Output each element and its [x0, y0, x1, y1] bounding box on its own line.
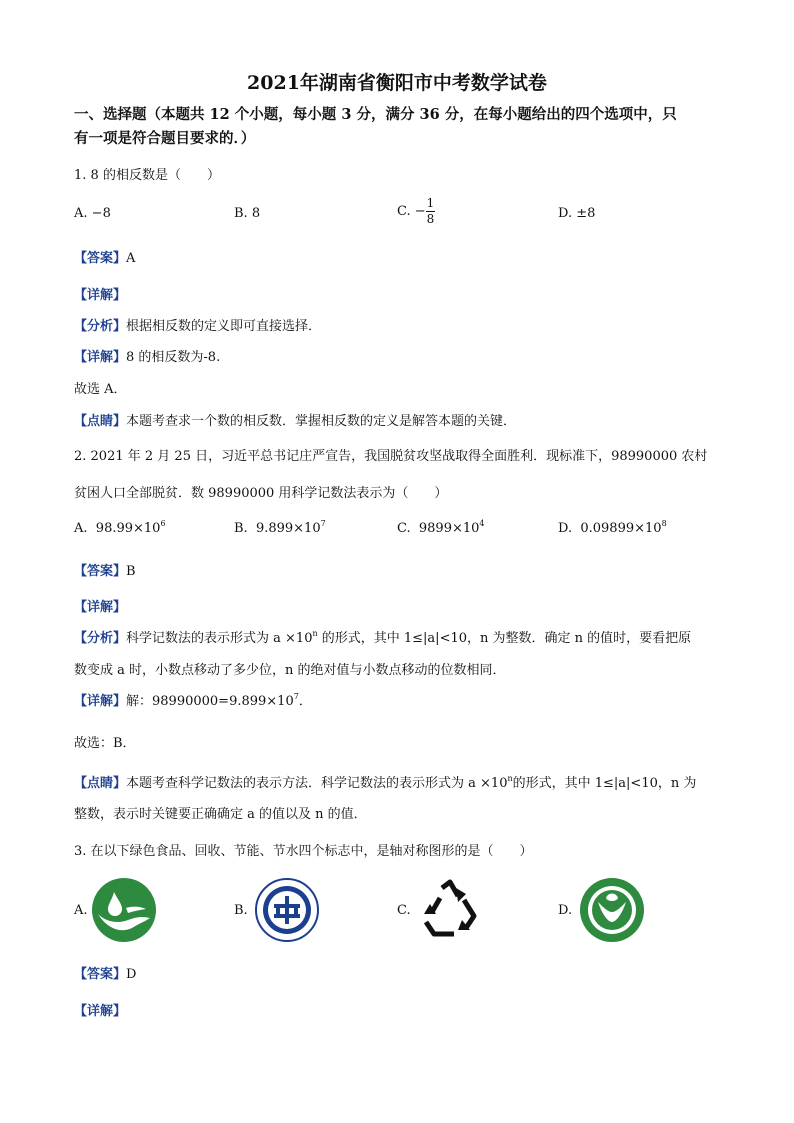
- q2-answer: 【答案】B: [74, 564, 136, 579]
- q3-option-a-label: A.: [74, 903, 88, 918]
- q3-answer: 【答案】D: [74, 967, 137, 982]
- q2-analysis-line-1: 【分析】科学记数法的表示形式为 $a \times 10^n$ 的形式，其中 1≤|a|<10，n 为整数．确定 n 的值时，要看把原: [74, 629, 692, 646]
- q1-detail: 【详解】8 的相反数为-8.: [74, 350, 221, 365]
- q1-detail-heading: 【详解】: [74, 288, 127, 303]
- q1-option-a: A. −8: [74, 206, 111, 221]
- question-2-stem-line-2: 贫困人口全部脱贫．数 98990000 用科学记数法表示为（ ）: [74, 486, 448, 501]
- green-food-logo-icon: [580, 878, 644, 942]
- section-heading-line-2: 有一项是符合题目要求的．）: [74, 130, 256, 147]
- recycle-logo-icon: [418, 878, 482, 942]
- water-drop-logo-icon: [92, 878, 156, 942]
- q2-analysis-line-2: 数变成 a 时，小数点移动了多少位，n 的绝对值与小数点移动的位数相同．: [74, 663, 506, 678]
- q2-comment-line-1: 【点睛】本题考查科学记数法的表示方法．科学记数法的表示形式为 $a \times 10^n$的形式，其中 1≤|a|<10，n 为: [74, 774, 697, 791]
- q3-option-c-label: C.: [397, 903, 411, 918]
- q2-comment-line-2: 整数，表示时关键要正确确定 a 的值以及 n 的值．: [74, 807, 367, 822]
- q2-detail: 【详解】解：$98990000=9.899\times 10^7$．: [74, 692, 312, 709]
- q1-analysis: 【分析】根据相反数的定义即可直接选择．: [74, 319, 322, 334]
- page-title: 2021年湖南省衡阳市中考数学试卷: [247, 72, 547, 94]
- q1-option-d: D. ±8: [558, 206, 596, 221]
- question-1-stem: 1. 8 的相反数是（ ）: [74, 168, 220, 183]
- section-heading-line-1: 一、选择题（本题共 12 个小题，每小题 3 分，满分 36 分，在每小题给出的四个选项中，只: [74, 106, 677, 123]
- energy-saving-logo-icon: [255, 878, 319, 942]
- q2-choose: 故选：B．: [74, 736, 136, 751]
- q1-option-c: C. − $\frac{1}{8}$: [397, 196, 435, 226]
- question-2-stem-line-1: 2. 2021 年 2 月 25 日，习近平总书记庄严宣告，我国脱贫攻坚战取得全面胜利．现标准下，98990000 农村: [74, 449, 708, 464]
- q2-option-b: B. $9.899\times 10^7$: [234, 519, 326, 536]
- q1-choose: 故选 A．: [74, 382, 127, 397]
- q2-option-d: D. $0.09899\times 10^8$: [558, 519, 667, 536]
- q2-option-c: C. $9899\times 10^4$: [397, 519, 485, 536]
- q3-option-d-label: D.: [558, 903, 573, 918]
- q3-option-b-label: B.: [234, 903, 248, 918]
- fraction: $\frac{1}{8}$: [426, 196, 435, 226]
- q1-option-b: B. 8: [234, 206, 261, 221]
- question-3-stem: 3. 在以下绿色食品、回收、节能、节水四个标志中，是轴对称图形的是（ ）: [74, 844, 533, 859]
- q1-comment: 【点睛】本题考查求一个数的相反数．掌握相反数的定义是解答本题的关键．: [74, 414, 517, 429]
- q1-answer: 【答案】A: [74, 251, 136, 266]
- q3-detail-heading: 【详解】: [74, 1004, 127, 1019]
- q2-option-a: A. $98.99\times 10^6$: [74, 519, 166, 536]
- q2-detail-heading: 【详解】: [74, 600, 127, 615]
